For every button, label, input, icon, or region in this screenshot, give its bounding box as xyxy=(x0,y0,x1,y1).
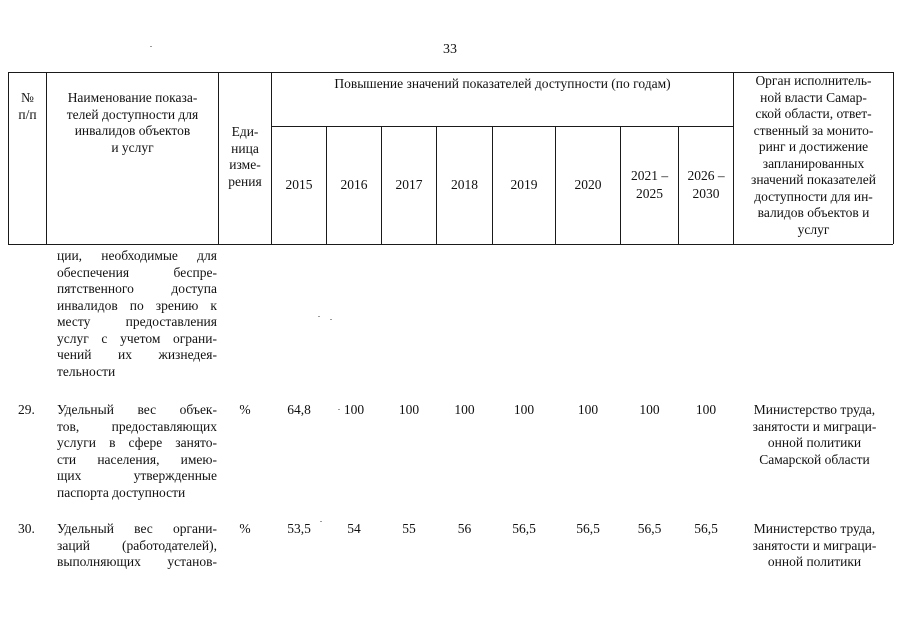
row-name-line: паспорта доступности xyxy=(57,484,186,500)
continuation-line: обеспечения беспре- xyxy=(57,264,217,280)
value-2021-2025: 56,5 xyxy=(637,521,662,536)
row-name-line: сти населения, имею- xyxy=(57,451,217,467)
row-name-line: щих утвержденные xyxy=(57,468,217,483)
continuation-line: тельности xyxy=(57,363,116,379)
scan-speck xyxy=(338,409,340,410)
header-number: № п/п xyxy=(18,90,37,122)
value-2015: 64,8 xyxy=(287,402,311,417)
header-year-2017: 2017 xyxy=(395,177,423,192)
value-2016: 54 xyxy=(347,521,361,536)
row-name-line: выполняющих установ- xyxy=(57,554,217,569)
header-year-2019: 2019 xyxy=(510,177,538,192)
header-responsible-body: Орган исполнитель- ной власти Самар- ской области, ответ- ственный за монито- ринг и достижение запланированных значений показателей доступности для ин- валидов объектов и услуг xyxy=(751,73,876,237)
value-2026-2030: 56,5 xyxy=(694,521,718,536)
header-year-2026-2030: 2026 – 2030 xyxy=(687,168,725,201)
row-name-line: услуги в сфере занято- xyxy=(57,435,217,450)
continuation-line: месту предоставления xyxy=(57,314,217,329)
value-2016: 100 xyxy=(343,402,365,417)
header-unit: Еди- ница изме- рения xyxy=(228,124,262,189)
scan-speck xyxy=(330,319,332,320)
continuation-line: инвалидов по зрению к xyxy=(57,297,217,313)
row-name-line: Удельный вес объек- xyxy=(57,402,217,417)
value-2020: 100 xyxy=(577,402,599,417)
row-name-line: Удельный вес органи- xyxy=(57,521,217,536)
row-indicator-name xyxy=(57,402,217,501)
row-unit: % xyxy=(239,402,251,417)
continuation-line: ции, необходимые для xyxy=(57,248,217,263)
value-2015: 53,5 xyxy=(287,521,311,536)
scan-speck xyxy=(320,521,322,522)
value-2020: 56,5 xyxy=(576,521,600,536)
page-number: 33 xyxy=(443,42,457,57)
header-year-2020: 2020 xyxy=(574,177,602,192)
header-indicator-name: Наименование показа- телей доступности для инвалидов объектов и услуг xyxy=(66,90,199,155)
row-unit: % xyxy=(239,521,251,536)
row-name-line: тов, предоставляющих xyxy=(57,418,217,434)
continuation-line: чений их жизнедея- xyxy=(57,347,217,362)
header-year-2015: 2015 xyxy=(285,177,313,192)
header-year-group: Повышение значений показателей доступности (по годам) xyxy=(334,76,671,91)
header-year-2018: 2018 xyxy=(451,177,478,192)
row-indicator-name xyxy=(57,521,217,571)
table-right-border xyxy=(893,72,894,244)
row-responsible-body: Министерство труда, занятости и миграци- онной политики xyxy=(752,521,877,569)
value-2018: 56 xyxy=(457,521,472,536)
header-year-2016: 2016 xyxy=(340,177,368,192)
continuation-text xyxy=(57,248,217,380)
value-2021-2025: 100 xyxy=(639,402,660,417)
value-2018: 100 xyxy=(454,402,475,417)
value-2017: 100 xyxy=(398,402,420,417)
col-divider-unit xyxy=(271,72,272,244)
continuation-line: пятственного доступа xyxy=(57,281,217,296)
value-2026-2030: 100 xyxy=(695,402,717,417)
row-number: 30. xyxy=(18,521,35,536)
row-name-line: заций (работодателей), xyxy=(57,537,217,553)
group-header-divider xyxy=(271,126,733,127)
row-number: 29. xyxy=(18,402,35,417)
value-2019: 100 xyxy=(513,402,535,417)
row-responsible-body: Министерство труда, занятости и миграци- онной политики Самарской области xyxy=(752,402,877,467)
value-2017: 55 xyxy=(402,521,416,536)
scan-speck xyxy=(150,46,152,47)
scan-speck xyxy=(318,316,320,317)
header-year-2021-2025: 2021 – 2025 xyxy=(630,168,669,201)
continuation-line: услуг с учетом ограни- xyxy=(57,330,217,346)
header-bottom-border xyxy=(8,244,893,245)
value-2019: 56,5 xyxy=(512,521,536,536)
